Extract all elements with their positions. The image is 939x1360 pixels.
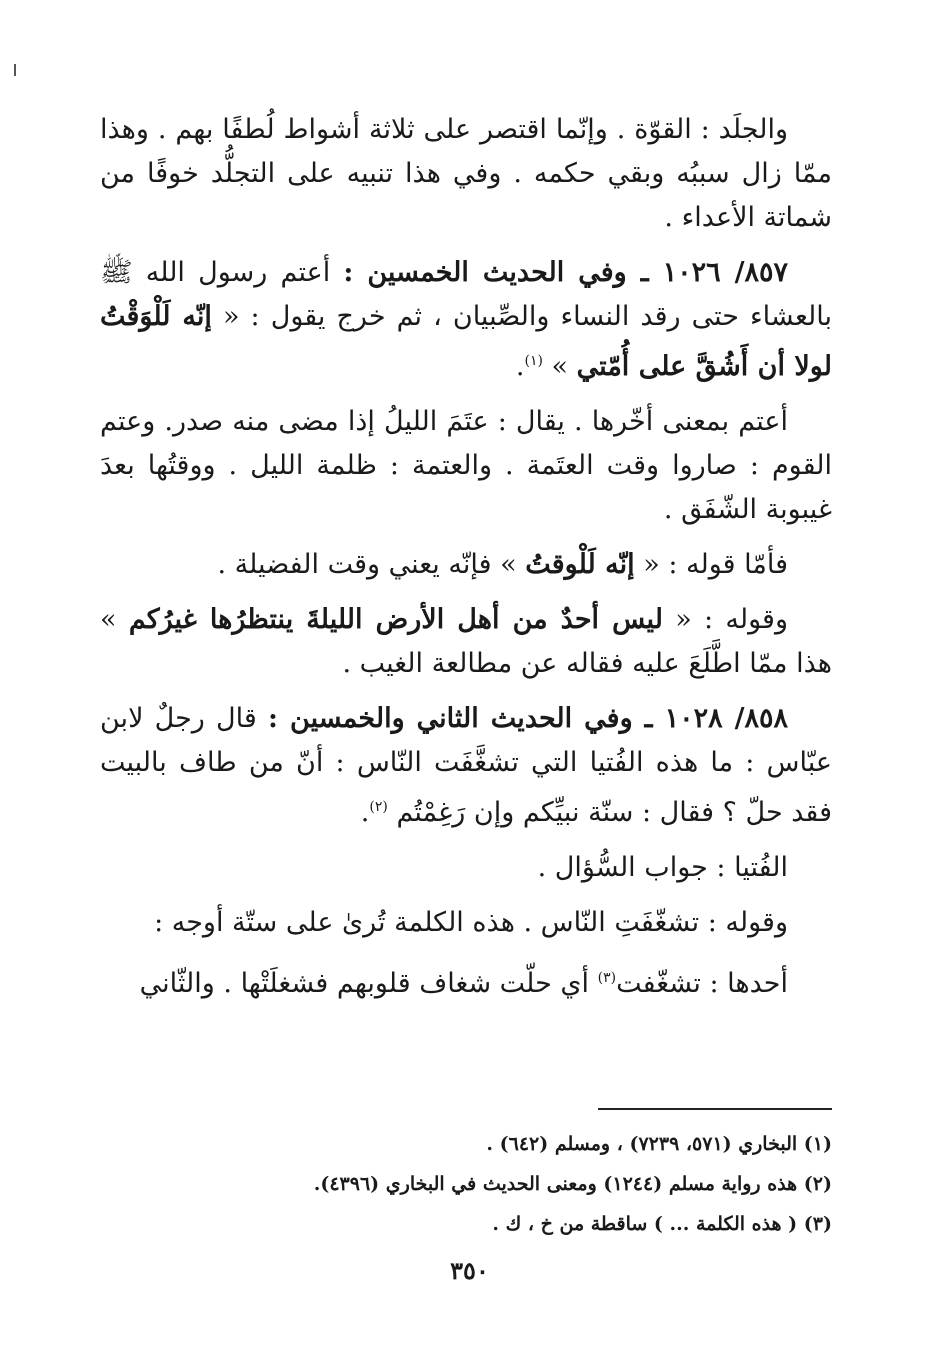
paragraph-5 bbox=[100, 598, 832, 686]
page-body bbox=[100, 108, 832, 1017]
paragraph-8 bbox=[100, 901, 832, 945]
paragraph-4-post: » فإنّه يعني وقت الفضيلة . bbox=[217, 549, 517, 580]
paragraph-4-pre: فأمّا قوله : « bbox=[643, 549, 788, 580]
footnote-3: (٣) ( هذه الكلمة ... ) ساقطة من خ ، ك . bbox=[492, 1213, 832, 1235]
hadith-858 bbox=[100, 697, 832, 835]
margin-mark bbox=[14, 64, 16, 76]
paragraph-9 bbox=[100, 956, 832, 1006]
footnote-2: (٢) هذه رواية مسلم (١٢٤٤) ومعنى الحديث في البخاري (٤٣٩٦). bbox=[313, 1173, 832, 1195]
paragraph-4-quote: إنّه لَلْوقتُ bbox=[525, 549, 635, 580]
hadith-857-text: أعتم رسول الله ﷺ بالعشاء حتى رقد النساء والصِّبيان ، ثم خرج يقول : « bbox=[100, 257, 832, 332]
paragraph-5-pre: وقوله : « bbox=[675, 604, 788, 635]
paragraph-9-pre: أحدها : تشغّفت bbox=[616, 968, 788, 999]
hadith-857-end: . bbox=[515, 351, 525, 382]
footnote-divider bbox=[598, 1108, 832, 1110]
footnote-ref-3[interactable]: (٣) bbox=[597, 970, 617, 986]
paragraph-3-text: أعتم بمعنى أخّرها . يقال : عتَمَ الليلُ إذا مضى منه صدر. وعتم القوم : صاروا وقت العتَمة . والعتمة : ظلمة الليل . ووقتُها بعدَ غيبوبة الشّفَق . bbox=[100, 406, 832, 525]
paragraph-1-text: والجلَد : القوّة . وإنّما اقتصر على ثلاثة أشواط لُطفًا بهم . وهذا ممّا زال سببُه وبقي حكمه . وفي هذا تنبيه على التجلُّد خوفًا من شماتة الأعداء . bbox=[100, 114, 832, 233]
footnote-ref-2[interactable]: (٢) bbox=[369, 799, 388, 815]
hadith-858-heading: ٨٥٨/ ١٠٢٨ ـ وفي الحديث الثاني والخمسين : bbox=[268, 703, 788, 734]
hadith-857 bbox=[100, 251, 832, 389]
footnote-1: (١) البخاري (٥٧١، ٧٢٣٩) ، ومسلم (٦٤٢) . bbox=[486, 1133, 832, 1155]
hadith-858-end: . bbox=[360, 797, 370, 828]
hadith-857-heading: ٨٥٧/ ١٠٢٦ ـ وفي الحديث الخمسين : bbox=[343, 257, 788, 288]
paragraph-7-text: الفُتيا : جواب السُّؤال . bbox=[537, 852, 788, 883]
hadith-857-quote-close: » bbox=[551, 351, 569, 382]
paragraph-7 bbox=[100, 846, 832, 890]
footnotes bbox=[100, 1124, 832, 1244]
footnote-ref-1[interactable]: (١) bbox=[524, 353, 543, 369]
paragraph-8-text: وقوله : تشغّفَتِ النّاس . هذه الكلمة تُرىٰ على ستّة أوجه : bbox=[154, 907, 788, 938]
hadith-858-text: قال رجلٌ لابن عبّاس : ما هذه الفُتيا التي تشغَّفَت النّاس : أنّ من طاف بالبيت فقد حلّ ؟ فقال : سنّة نبيِّكم وإن رَغِمْتُم bbox=[100, 703, 832, 828]
paragraph-9-post: أي حلّت شغاف قلوبهم فشغلَتْها . والثّاني bbox=[139, 968, 590, 999]
paragraph-5-post: » هذا ممّا اطَّلَعَ عليه فقاله عن مطالعة الغيب . bbox=[100, 604, 832, 679]
page-number: ٣٥٠ bbox=[450, 1256, 489, 1285]
hadith-857-quote: إنّه لَلْوَقْتُ لولا أن أَشُقَّ على أُمّتي bbox=[100, 301, 832, 382]
paragraph-4 bbox=[100, 543, 832, 587]
paragraph-1 bbox=[100, 108, 832, 240]
paragraph-3 bbox=[100, 400, 832, 532]
paragraph-5-quote: ليس أحدٌ من أهل الأرض الليلةَ ينتظرُها غيرُكم bbox=[128, 604, 663, 635]
